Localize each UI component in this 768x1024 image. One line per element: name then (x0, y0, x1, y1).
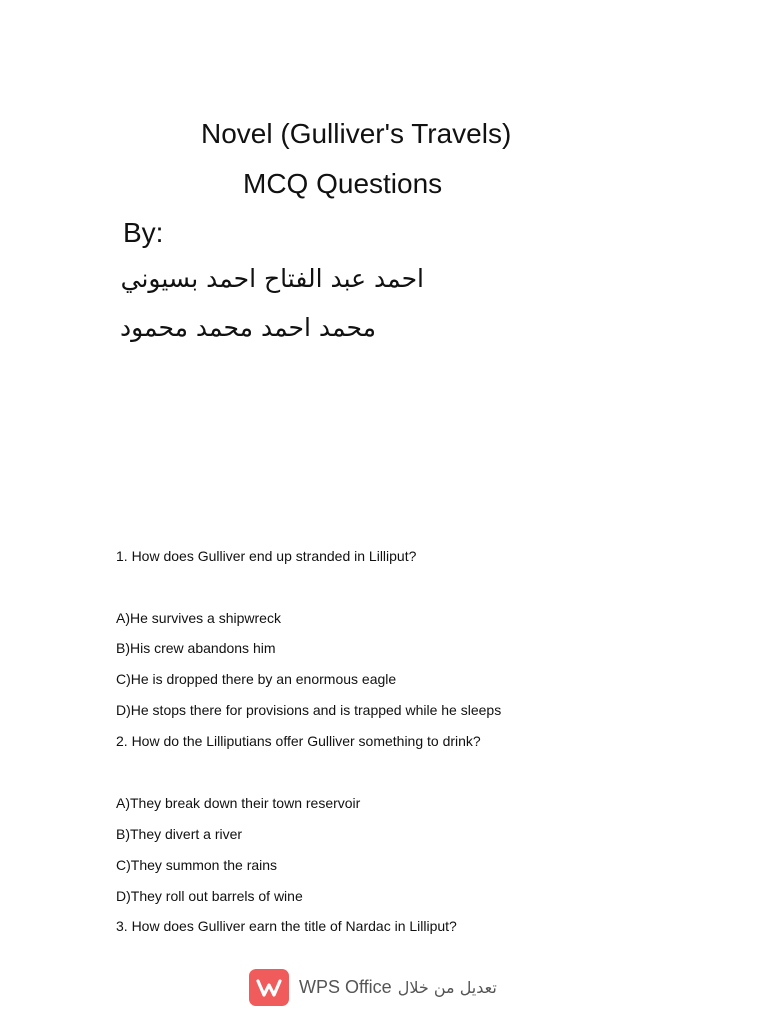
answer-option: B)They divert a river (116, 826, 243, 842)
answer-option: D)He stops there for provisions and is trapped while he sleeps (116, 702, 502, 718)
wps-office-footer[interactable] (249, 969, 497, 1006)
answer-option: A)They break down their town reservoir (116, 795, 361, 811)
footer-text (299, 977, 497, 998)
document-title: Novel (Gulliver's Travels) (201, 118, 512, 149)
answer-option: D)They roll out barrels of wine (116, 888, 303, 904)
footer-arabic-text: تعديل من خلال (397, 978, 497, 997)
question-text: 2. How do the Lilliputians offer Gulliver something to drink? (116, 733, 481, 749)
document-subtitle: MCQ Questions (243, 168, 443, 199)
by-label: By: (123, 217, 164, 248)
answer-option: C)They summon the rains (116, 857, 278, 873)
answer-option: B)His crew abandons him (116, 640, 276, 656)
question-text: 3. How does Gulliver earn the title of Nardac in Lilliput? (116, 918, 457, 934)
wps-office-logo-icon (249, 969, 289, 1006)
author-name: احمد عبد الفتاح احمد بسيوني (120, 264, 424, 293)
question-text: 1. How does Gulliver end up stranded in Lilliput? (116, 548, 417, 564)
answer-option: C)He is dropped there by an enormous eagle (116, 671, 397, 687)
author-name: محمد احمد محمد محمود (119, 313, 376, 342)
answer-option: A)He survives a shipwreck (116, 610, 281, 626)
footer-brand: WPS Office (299, 977, 392, 997)
